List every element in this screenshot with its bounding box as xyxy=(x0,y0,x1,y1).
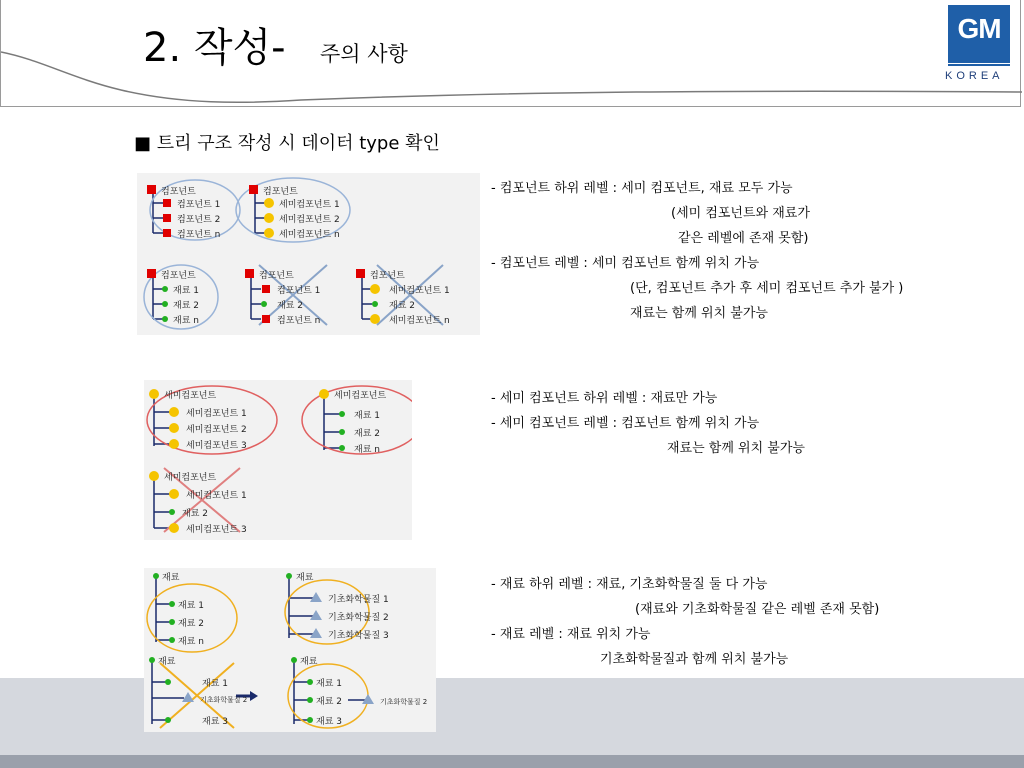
node-label: 재료 xyxy=(162,573,180,583)
note-line: - 세미 컴포넌트 레벨 : 컴포넌트 함께 위치 가능 xyxy=(491,416,760,431)
node-label: 컴포넌트 xyxy=(370,271,405,281)
component-tree-diagram xyxy=(137,173,480,335)
section-heading: ■ 트리 구조 작성 시 데이터 type 확인 xyxy=(134,133,440,154)
note-line: 같은 레벨에 존재 못함) xyxy=(678,231,809,246)
node-label: 세미컴포넌트 1 xyxy=(279,200,340,210)
slide-header xyxy=(0,0,1021,107)
node-label: 세미컴포넌트 1 xyxy=(186,409,247,419)
node-label: 세미컴포넌트 2 xyxy=(186,425,247,435)
node-label: 재료 2 xyxy=(389,301,415,311)
node-label: 재료 2 xyxy=(277,301,303,311)
node-label: 세미컴포넌트 xyxy=(164,391,217,401)
node-label: 컴포넌트 xyxy=(259,271,294,281)
node-label: 컴포넌트 xyxy=(263,187,298,197)
node-label: 세미컴포넌트 n xyxy=(279,230,340,240)
node-label: 기초화학물질 2 xyxy=(328,613,389,623)
node-label: 세미컴포넌트 3 xyxy=(186,525,247,535)
node-label: 재료 1 xyxy=(354,411,380,421)
node-label: 세미컴포넌트 1 xyxy=(389,286,450,296)
note-line: (단, 컴포넌트 추가 후 세미 컴포넌트 추가 불가 ) xyxy=(630,281,904,296)
node-label: 재료 1 xyxy=(202,679,228,689)
logo-underline xyxy=(948,64,1010,66)
node-label: 재료 1 xyxy=(178,601,204,611)
node-label: 컴포넌트 xyxy=(161,187,196,197)
node-label: 컴포넌트 n xyxy=(277,316,321,326)
note-line: - 재료 레벨 : 재료 위치 가능 xyxy=(491,627,651,642)
material-tree-diagram xyxy=(144,568,436,732)
note-line: - 컴포넌트 하위 레벨 : 세미 컴포넌트, 재료 모두 가능 xyxy=(491,181,793,196)
node-label: 재료 2 xyxy=(182,509,208,519)
node-label: 세미컴포넌트 n xyxy=(389,316,450,326)
semi-component-tree-diagram-panel xyxy=(144,380,412,540)
material-tree-diagram-panel xyxy=(144,568,436,732)
node-label: 세미컴포넌트 2 xyxy=(279,215,340,225)
node-label: 기초화학물질 2 xyxy=(200,696,248,704)
node-label: 재료 2 xyxy=(316,697,342,707)
node-label: 재료 2 xyxy=(178,619,204,629)
node-label: 컴포넌트 1 xyxy=(177,200,221,210)
node-label: 기초화학물질 2 xyxy=(380,698,428,706)
note-line: - 세미 컴포넌트 하위 레벨 : 재료만 가능 xyxy=(491,391,718,406)
node-label: 재료 n xyxy=(178,637,204,647)
slide-title: 2. 작성- xyxy=(143,25,286,71)
node-label: 재료 2 xyxy=(173,301,199,311)
node-label: 세미컴포넌트 xyxy=(164,473,217,483)
node-label: 컴포넌트 xyxy=(161,271,196,281)
note-line: - 컴포넌트 레벨 : 세미 컴포넌트 함께 위치 가능 xyxy=(491,256,760,271)
footer-line xyxy=(0,755,1024,768)
note-line: (재료와 기초화학물질 같은 레벨 존재 못함) xyxy=(635,602,880,617)
note-line: 기초화학물질과 함께 위치 불가능 xyxy=(600,652,789,667)
component-tree-diagram-panel xyxy=(137,173,480,335)
node-label: 세미컴포넌트 1 xyxy=(186,491,247,501)
slide-subtitle: 주의 사항 xyxy=(320,42,408,66)
node-label: 컴포넌트 n xyxy=(177,230,221,240)
semi-component-tree-diagram xyxy=(144,380,412,540)
note-line: (세미 컴포넌트와 재료가 xyxy=(671,206,810,221)
node-label: 재료 1 xyxy=(173,286,199,296)
korea-logo-text: KOREA xyxy=(945,70,1004,82)
node-label: 재료 xyxy=(158,657,176,667)
node-label: 재료 1 xyxy=(316,679,342,689)
node-label: 재료 n xyxy=(354,445,380,455)
note-line: - 재료 하위 레벨 : 재료, 기초화학물질 둘 다 가능 xyxy=(491,577,768,592)
node-label: 기초화학물질 3 xyxy=(328,631,389,641)
node-label: 재료 3 xyxy=(202,717,228,727)
node-label: 컴포넌트 1 xyxy=(277,286,321,296)
gm-logo: GM xyxy=(948,5,1010,63)
node-label: 세미컴포넌트 xyxy=(334,391,387,401)
node-label: 기초화학물질 1 xyxy=(328,595,389,605)
node-label: 재료 2 xyxy=(354,429,380,439)
node-label: 컴포넌트 2 xyxy=(177,215,221,225)
note-line: 재료는 함께 위치 불가능 xyxy=(630,306,768,321)
node-label: 재료 xyxy=(296,573,314,583)
node-label: 재료 n xyxy=(173,316,199,326)
node-label: 재료 xyxy=(300,657,318,667)
node-label: 세미컴포넌트 3 xyxy=(186,441,247,451)
node-label: 재료 3 xyxy=(316,717,342,727)
note-line: 재료는 함께 위치 불가능 xyxy=(667,441,805,456)
